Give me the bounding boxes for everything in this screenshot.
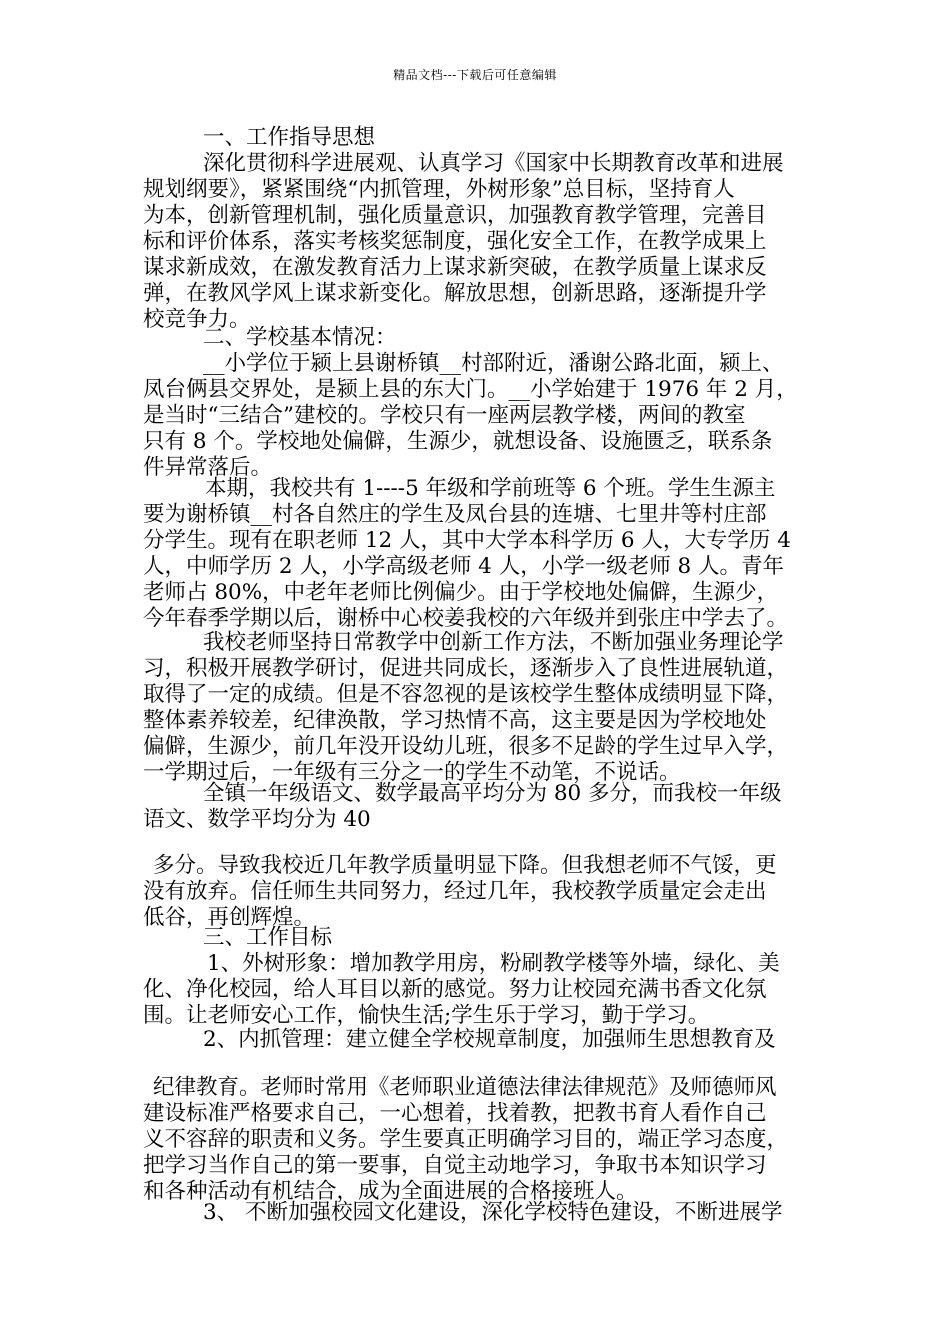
text-line: __小学位于颍上县谢桥镇__村部附近，潘谢公路北面，颍上、 (203, 351, 784, 376)
text-line: 和各种活动有机结合，成为全面进展的合格接班人。 (143, 1179, 638, 1204)
text-line: 2、内抓管理：建立健全学校规章制度，加强师生思想教育及 (203, 1027, 776, 1052)
text-line: 标和评价体系，落实考核奖惩制度，强化安全工作，在教学成果上 (143, 229, 767, 254)
text-line: 把学习当作自己的第一要事，自觉主动地学习，争取书本知识学习 (143, 1153, 767, 1178)
text-line: 只有 8 个。学校地处偏僻，生源少，就想设备、设施匮乏，联系条 (143, 429, 773, 454)
text-line: 义不容辞的职责和义务。学生要真正明确学习目的，端正学习态度， (143, 1127, 789, 1152)
text-line: 多分。导致我校近几年教学质量明显下降。但我想老师不气馁，更 (153, 853, 777, 878)
text-line: 三、工作目标 (203, 925, 333, 950)
text-line: 纪律教育。老师时常用《老师职业道德法律法律规范》及师德师风 (153, 1075, 777, 1100)
text-line: 为本，创新管理机制，强化质量意识，加强教育教学管理，完善目 (143, 203, 767, 228)
text-line: 围。让老师安心工作，愉快生活;学生乐于学习，勤于学习。 (143, 1003, 710, 1028)
text-line: 今年春季学期以后，谢桥中心校姜我校的六年级并到张庄中学去了。 (143, 606, 789, 631)
text-line: 谋求新成效，在激发教育活力上谋求新突破，在教学质量上谋求反 (143, 255, 767, 280)
text-line: 3、 不断加强校园文化建设，深化学校特色建设，不断进展学 (203, 1200, 783, 1225)
text-line: 弹，在教风学风上谋求新变化。解放思想，创新思路，逐渐提升学 (143, 281, 767, 306)
text-line: 要为谢桥镇__村各自然庄的学生及凤台县的连塘、七里井等村庄部 (143, 502, 767, 527)
text-line: 老师占 80%，中老年老师比例偏少。由于学校地处偏僻，生源少， (143, 580, 779, 605)
text-line: 整体素养较差，纪律涣散，学习热情不高，这主要是因为学校地处 (143, 708, 767, 733)
text-line: 规划纲要》，紧紧围绕“内抓管理，外树形象”总目标，坚持育人 (143, 177, 735, 202)
text-line: 是当时“三结合”建校的。学校只有一座两层教学楼，两间的教室 (143, 403, 746, 428)
text-line: 全镇一年级语文、数学最高平均分为 80 多分，而我校一年级 (203, 781, 782, 806)
text-line: 本期，我校共有 1----5 年级和学前班等 6 个班。学生生源主 (205, 476, 776, 501)
text-line: 习，积极开展教学研讨，促进共同成长，逐渐步入了良性进展轨道， (143, 656, 789, 681)
text-line: 1、外树形象：增加教学用房，粉刷教学楼等外墙，绿化、美 (207, 951, 780, 976)
text-line: 二、学校基本情况： (203, 325, 397, 350)
text-line: 化、净化校园，给人耳目以新的感觉。努力让校园充满书香文化氛 (143, 977, 767, 1002)
text-line: 深化贯彻科学进展观、认真学习《国家中长期教育改革和进展 (203, 151, 784, 176)
text-line: 一、工作指导思想 (203, 125, 376, 150)
text-line: 人，中师学历 2 人，小学高级老师 4 人，小学一级老师 8 人。青年 (143, 554, 785, 579)
text-line: 校竞争力。 (143, 307, 251, 332)
text-line: 低谷，再创辉煌。 (143, 905, 316, 930)
text-line: 没有放弃。信任师生共同努力，经过几年，我校教学质量定会走出 (143, 879, 767, 904)
text-line: 件异常落后。 (143, 455, 273, 480)
text-line: 偏僻，生源少，前几年没开设幼儿班，很多不足龄的学生过早入学， (143, 734, 789, 759)
page-header: 精品文档---下载后可任意编辑 (393, 68, 557, 82)
text-line: 分学生。现有在职老师 12 人，其中大学本科学历 6 人，大专学历 4 (143, 528, 791, 553)
text-line: 取得了一定的成绩。但是不容忽视的是该校学生整体成绩明显下降， (143, 682, 789, 707)
text-line: 语文、数学平均分为 40 (143, 807, 371, 832)
text-line: 我校老师坚持日常教学中创新工作方法，不断加强业务理论学 (203, 630, 784, 655)
text-line: 凤台俩县交界处，是颍上县的东大门。__小学始建于 1976 年 2 月， (143, 377, 798, 402)
text-line: 建设标准严格要求自己，一心想着，找着教，把教书育人看作自己 (143, 1101, 767, 1126)
text-line: 一学期过后，一年级有三分之一的学生不动笔，不说话。 (143, 760, 681, 785)
